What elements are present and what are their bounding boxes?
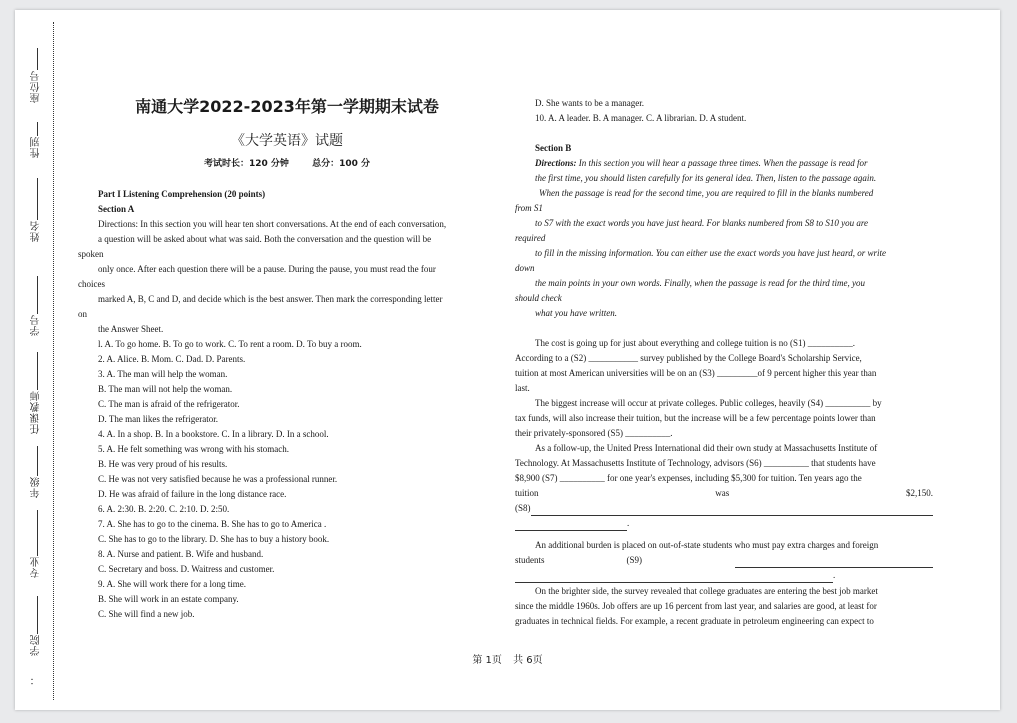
section-heading: Section B: [535, 143, 572, 153]
passage-line: tax funds, will also increase their tuition, but the increase will be a few percentage points lower than: [515, 413, 876, 423]
major-label: 专业: [31, 556, 42, 578]
question-item: B. She will work in an estate company.: [98, 594, 239, 604]
directions-line: to fill in the missing information. You can either use the exact words you have just heard, or write: [535, 248, 886, 258]
page-total: 共 6页: [513, 655, 543, 666]
directions-line: the Answer Sheet.: [98, 324, 164, 334]
answer-blank-s9[interactable]: [735, 557, 933, 568]
passage-line: Technology. At Massachusetts Institute of Technology, advisors (S6) __________ that students have: [515, 458, 876, 468]
blank-line: [37, 446, 38, 476]
listening-section-b: [515, 96, 933, 629]
directions-line: to S7 with the exact words you have just heard. For blanks numbered from S8 to S10 you are: [535, 218, 869, 228]
question-item: 3. A. The man will help the woman.: [98, 369, 228, 379]
passage-line: $8,900 (S7) __________ for one year's expenses, including $5,300 for tuition. Ten years ago the: [515, 473, 862, 483]
blank-label-s8: (S8): [515, 503, 531, 513]
passage-line: [515, 553, 933, 568]
blank-label-s9: (S9): [626, 555, 643, 565]
teacher-field: [25, 352, 49, 434]
passage-line: [515, 486, 933, 501]
page-number: 第 1页: [472, 655, 502, 666]
binding-mark: [25, 674, 49, 685]
directions-line: what you have written.: [535, 308, 617, 318]
passage-line: tuition at most American universities will be on an (S3) _________of 9 percent higher this year than: [515, 368, 877, 378]
directions-line: down: [515, 263, 535, 273]
question-item: C. The man is afraid of the refrigerator.: [98, 399, 240, 409]
blank-line: [37, 596, 38, 634]
passage-line: [515, 501, 933, 516]
question-item: D. He was afraid of failure in the long distance race.: [98, 489, 287, 499]
directions-line: [515, 156, 933, 171]
directions-line: should check: [515, 293, 562, 303]
passage-line: graduates in technical fields. For example, a recent graduate in petroleum engineering can expect to: [515, 616, 874, 626]
passage-line: last.: [515, 383, 530, 393]
directions-line: spoken: [78, 249, 104, 259]
passage-line: According to a (S2) ___________ survey published by the College Board's Scholarship Service,: [515, 353, 862, 363]
gender-field: [25, 122, 49, 158]
passage-punctuation: .: [627, 518, 630, 528]
exam-page: [15, 10, 1000, 710]
question-item: C. He was not very satisfied because he was a professional runner.: [98, 474, 338, 484]
blank-line: [37, 178, 38, 220]
binding-margin: [15, 10, 57, 710]
blank-line: [37, 352, 38, 390]
passage-word: tuition: [515, 488, 539, 498]
answer-blank-s8[interactable]: [531, 505, 934, 516]
exam-meta: [78, 157, 496, 172]
passage-line: The biggest increase will occur at private colleges. Public colleges, heavily (S4) __________ by: [535, 398, 882, 408]
seat-number-field: [25, 48, 49, 103]
passage-punctuation: .: [833, 570, 836, 580]
blank-line: [37, 510, 38, 556]
binding-dotted-line: [53, 22, 54, 700]
directions-line: Directions: In this section you will hear ten short conversations. At the end of each conversation,: [98, 219, 447, 229]
question-item: 4. A. In a shop. B. In a bookstore. C. In a library. D. In a school.: [98, 429, 329, 439]
passage-line: As a follow-up, the United Press International did their own study at Massachusetts Institute of: [535, 443, 878, 453]
seat-number-label: 座位号: [31, 70, 42, 103]
directions-line: the main points in your own words. Finally, when the passage is read for the third time, you: [535, 278, 865, 288]
directions-line: on: [78, 309, 87, 319]
directions-line: from S1: [515, 203, 543, 213]
question-item: C. She will find a new job.: [98, 609, 195, 619]
question-item: 9. A. She will work there for a long time.: [98, 579, 246, 589]
question-item: l. A. To go home. B. To go to work. C. To rent a room. D. To buy a room.: [98, 339, 362, 349]
question-item: B. The man will not help the woman.: [98, 384, 233, 394]
question-item: 6. A. 2:30. B. 2:20. C. 2:10. D. 2:50.: [98, 504, 230, 514]
answer-blank-s8-cont[interactable]: [515, 520, 627, 531]
course-title: 《大学英语》试题: [231, 133, 343, 149]
exam-total-score: 总分：100 分: [312, 159, 370, 169]
passage-line: [515, 568, 933, 583]
question-item: 8. A. Nurse and patient. B. Wife and husband.: [98, 549, 264, 559]
exam-duration: 考试时长：120 分钟: [204, 159, 289, 169]
listening-section-a: [78, 187, 496, 622]
grade-label: 年级: [31, 476, 42, 498]
name-label: 姓名: [31, 220, 42, 242]
directions-line: required: [515, 233, 546, 243]
directions-line: marked A, B, C and D, and decide which is the best answer. Then mark the corresponding letter: [98, 294, 443, 304]
part-heading: Part I Listening Comprehension (20 points): [98, 189, 266, 199]
binding-mark-text: ：: [31, 674, 42, 685]
blank-line: [37, 122, 38, 136]
question-item: D. She wants to be a manager.: [535, 98, 644, 108]
exam-title: 南通大学2022-2023年第一学期期末试卷: [135, 97, 439, 116]
directions-text: In this section you will hear a passage three times. When the passage is read for: [576, 158, 868, 168]
directions-line: a question will be asked about what was said. Both the conversation and the question will be: [98, 234, 432, 244]
gender-label: 性别: [31, 136, 42, 158]
answer-blank-s9-cont[interactable]: [515, 572, 833, 583]
college-label: 学院: [31, 634, 42, 656]
question-item: D. The man likes the refrigerator.: [98, 414, 219, 424]
passage-word: $2,150.: [905, 488, 933, 498]
name-field: [25, 178, 49, 242]
question-item: 7. A. She has to go to the cinema. B. She has to go to America .: [98, 519, 327, 529]
passage-word: was: [715, 488, 730, 498]
passage-line: [515, 516, 933, 531]
passage-word: students: [515, 555, 545, 565]
directions-label: Directions:: [535, 158, 577, 168]
question-item: B. He was very proud of his results.: [98, 459, 228, 469]
question-item: 2. A. Alice. B. Mom. C. Dad. D. Parents.: [98, 354, 246, 364]
student-id-field: [25, 276, 49, 336]
passage-line: On the brighter side, the survey revealed that college graduates are entering the best job market: [535, 586, 878, 596]
student-id-label: 学号: [31, 314, 42, 336]
directions-line: choices: [78, 279, 105, 289]
directions-line: When the passage is read for the second time, you are required to fill in the blanks numbered: [539, 188, 874, 198]
major-field: [25, 510, 49, 578]
grade-field: [25, 446, 49, 498]
blank-line: [37, 48, 38, 70]
passage-line: since the middle 1960s. Job offers are up 16 percent from last year, and salaries are good, at least for: [515, 601, 877, 611]
section-heading: Section A: [98, 204, 135, 214]
passage-line: their privately-sponsored (S5) __________.: [515, 428, 673, 438]
page-footer: [15, 651, 1000, 666]
question-item: C. Secretary and boss. D. Waitress and customer.: [98, 564, 275, 574]
blank-line: [37, 276, 38, 314]
passage-line: An additional burden is placed on out-of-state students who must pay extra charges and foreign: [535, 540, 879, 550]
passage-line: The cost is going up for just about everything and college tuition is no (S1) __________.: [535, 338, 855, 348]
question-item: 5. A. He felt something was wrong with his stomach.: [98, 444, 289, 454]
question-item: 10. A. A leader. B. A manager. C. A librarian. D. A student.: [535, 113, 747, 123]
question-item: C. She has to go to the library. D. She has to buy a history book.: [98, 534, 330, 544]
college-field: [25, 596, 49, 656]
directions-line: the first time, you should listen carefully for its general idea. Then, listen to the passage again.: [535, 173, 877, 183]
directions-line: only once. After each question there will be a pause. During the pause, you must read the four: [98, 264, 436, 274]
teacher-label: 任课教师: [31, 390, 42, 434]
